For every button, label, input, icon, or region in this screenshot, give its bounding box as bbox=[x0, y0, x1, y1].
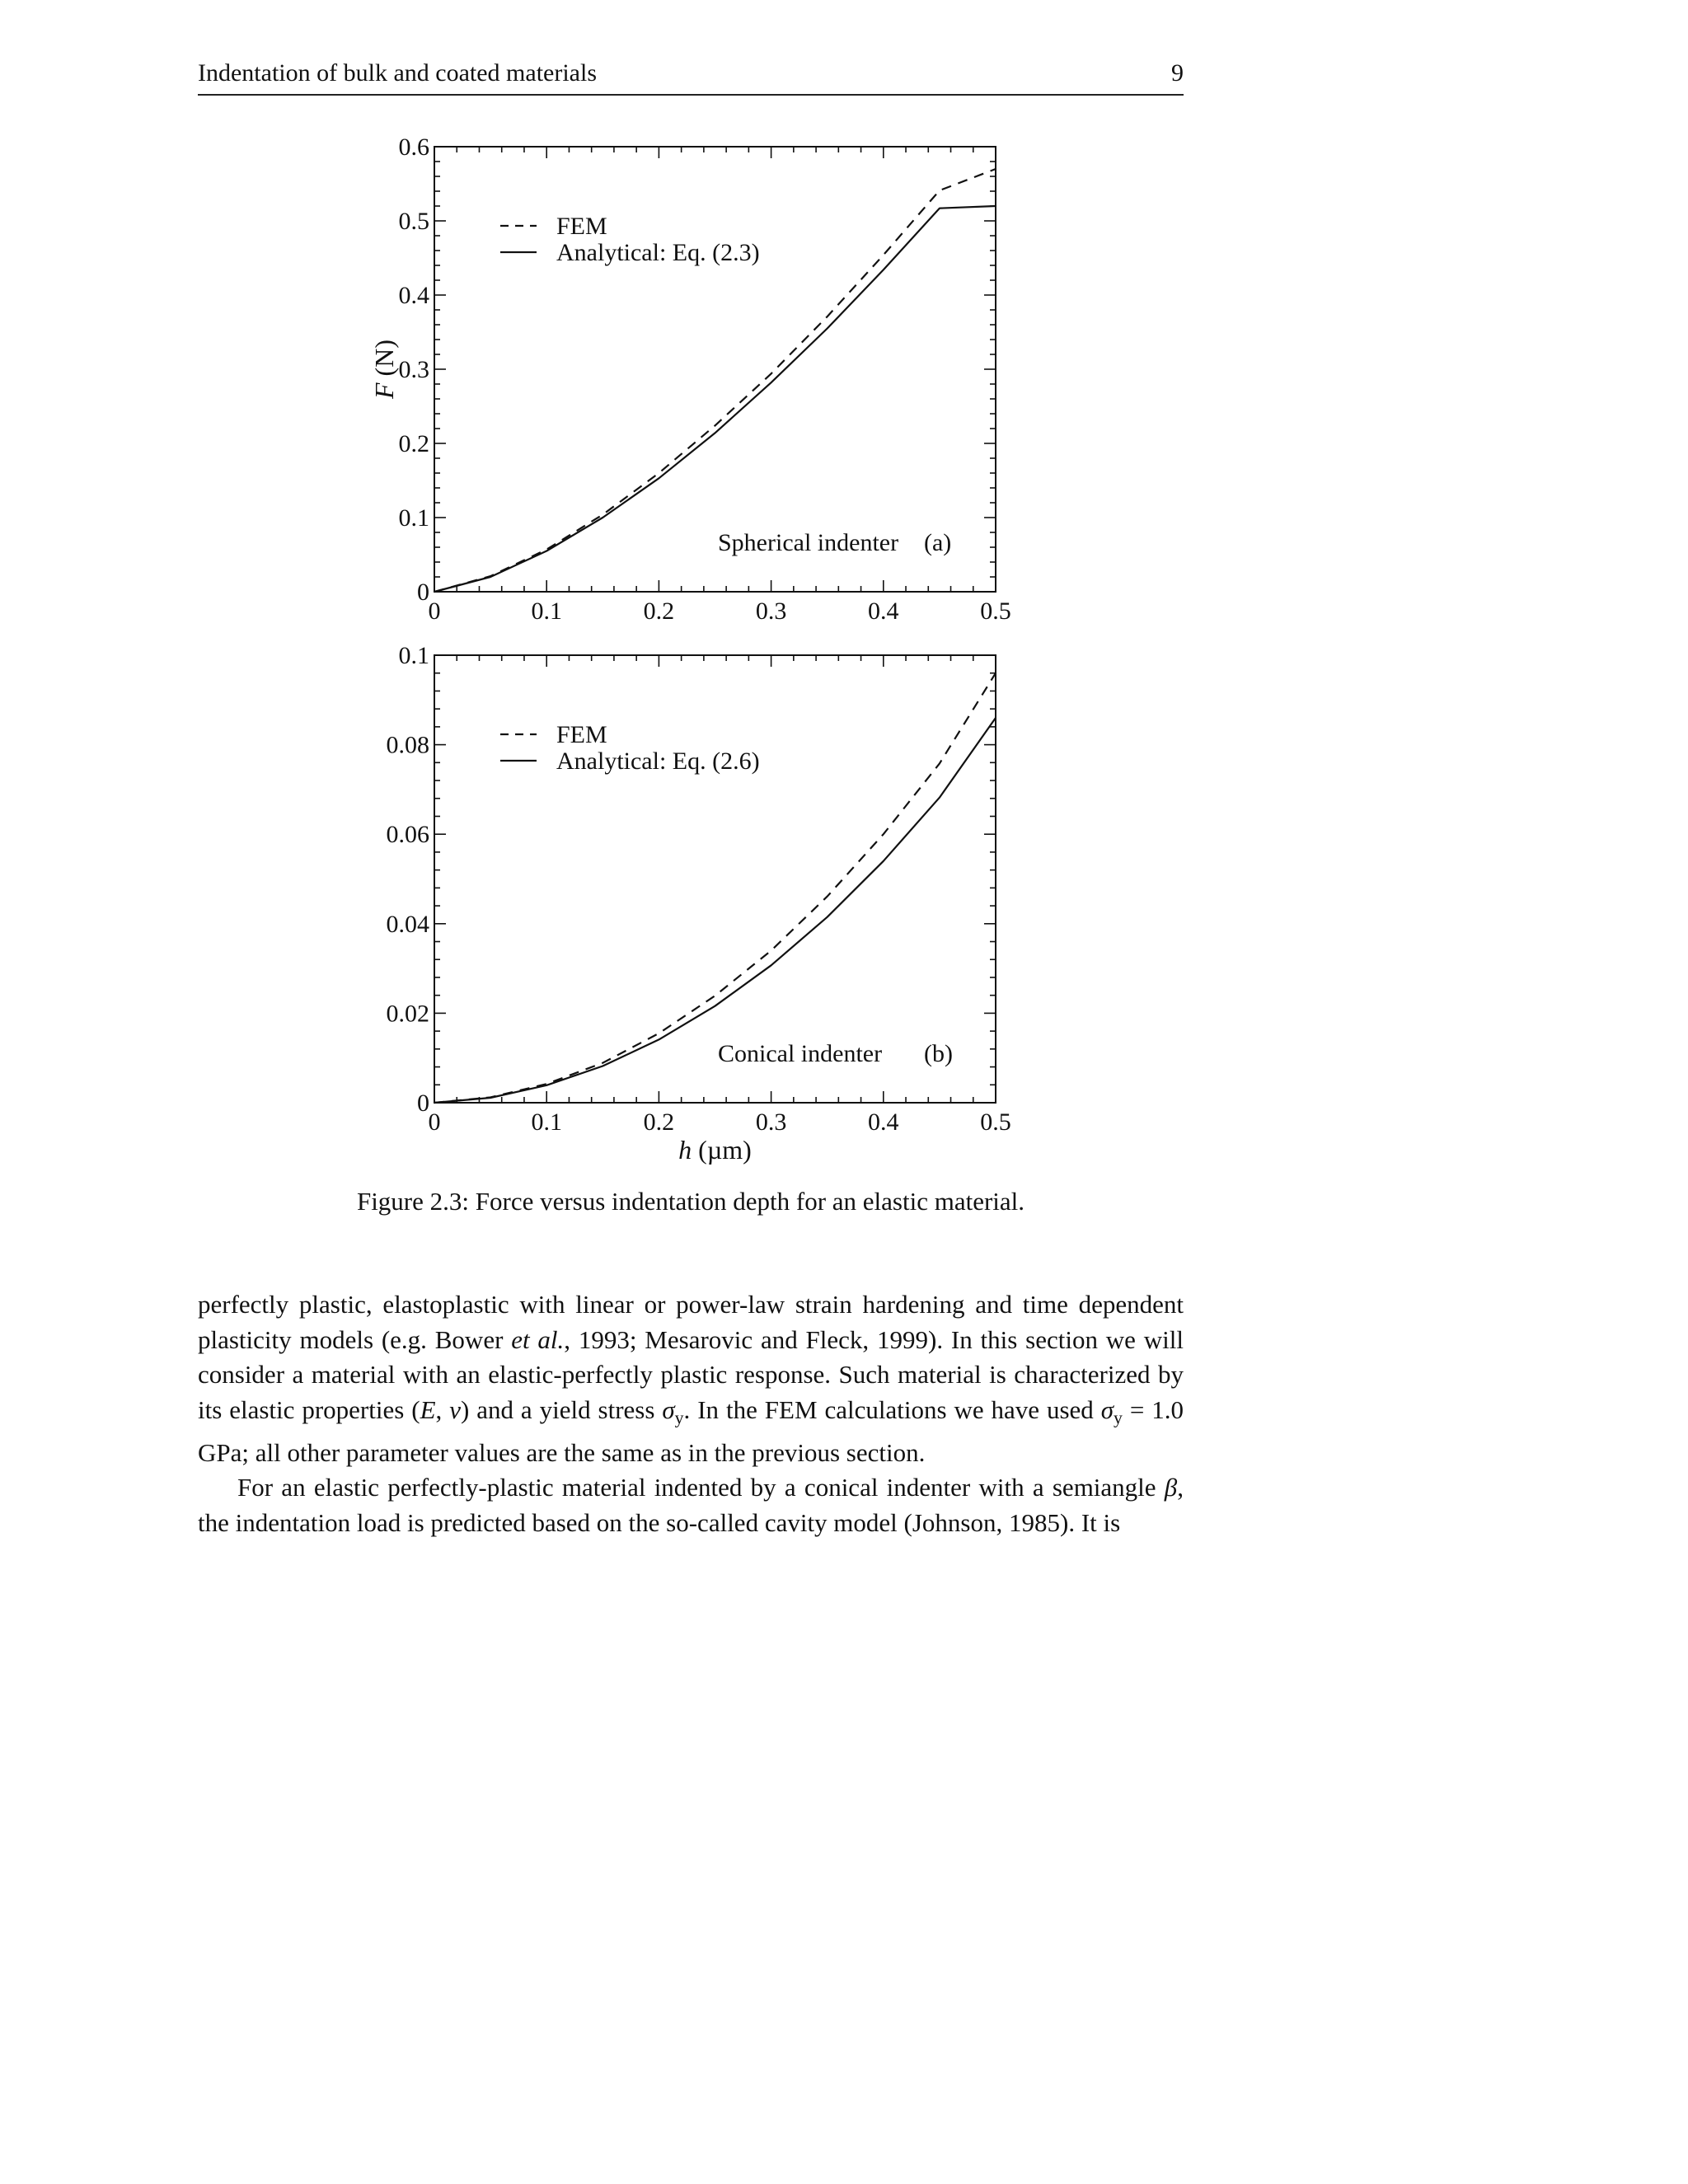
y-tick-label: 0.08 bbox=[386, 731, 429, 759]
y-tick-label: 0.5 bbox=[398, 208, 429, 235]
panel-annotation: Spherical indenter bbox=[718, 529, 899, 556]
legend-label-analytical: Analytical: Eq. (2.6) bbox=[556, 748, 760, 775]
figure-caption: Figure 2.3: Force versus indentation depth for an elastic material. bbox=[356, 1187, 1025, 1216]
chart-panel-a bbox=[369, 134, 1011, 625]
paragraph-2: For an elastic perfectly-plastic material indented by a conical indenter with a semiangle β, the indentation load is predicted based on the so-called cavity model (Johnson, 1985). It is bbox=[198, 1473, 1184, 1537]
y-tick-label: 0 bbox=[417, 579, 429, 606]
body-text bbox=[198, 1287, 1184, 1540]
y-tick-label: 0.4 bbox=[398, 282, 429, 309]
running-title: Indentation of bulk and coated materials bbox=[198, 59, 597, 87]
panel-label: (b) bbox=[924, 1040, 953, 1067]
series-line-solid bbox=[434, 718, 996, 1103]
y-tick-label: 0.1 bbox=[398, 504, 429, 532]
y-tick-label: 0.06 bbox=[386, 821, 429, 849]
legend-label-fem: FEM bbox=[556, 721, 607, 748]
legend-label-analytical: Analytical: Eq. (2.3) bbox=[556, 239, 760, 266]
x-tick-label: 0.4 bbox=[868, 598, 899, 625]
paragraph-1: perfectly plastic, elastoplastic with linear or power-law strain hardening and time dependent plasticity models (e.g. Bower et al., 1993; Mesarovic and Fleck, 1999). In this section we will consider a material with an elastic-perfectly plastic response. Such material is characterized by its elastic properties (E, ν) and a yield stress $\sigma_y$. In the FEM calculations we have used $\sigma_y = 1.0$ GPa; all other parameter values are the same as in the previous section. bbox=[198, 1290, 1184, 1467]
plot-frame bbox=[434, 147, 996, 592]
y-tick-label: 0.02 bbox=[386, 1000, 429, 1028]
y-tick-label: 0.3 bbox=[398, 356, 429, 383]
x-tick-label: 0.1 bbox=[531, 1108, 562, 1136]
x-tick-label: 0.5 bbox=[980, 1108, 1011, 1136]
x-tick-label: 0.4 bbox=[868, 1108, 899, 1136]
x-tick-label: 0 bbox=[428, 1108, 441, 1136]
x-axis-label: h (µm) bbox=[678, 1135, 752, 1165]
series-line-dashed bbox=[434, 169, 996, 592]
legend-label-fem: FEM bbox=[556, 213, 607, 240]
plot-frame bbox=[434, 655, 996, 1103]
x-tick-label: 0 bbox=[428, 598, 441, 625]
page-number: 9 bbox=[1171, 59, 1184, 87]
series-line-dashed bbox=[434, 673, 996, 1103]
x-tick-label: 0.5 bbox=[980, 598, 1011, 625]
y-axis-label: F (N) bbox=[369, 340, 399, 399]
y-tick-label: 0.04 bbox=[386, 910, 429, 938]
y-tick-label: 0 bbox=[417, 1090, 429, 1117]
x-tick-label: 0.2 bbox=[643, 1108, 675, 1136]
y-tick-label: 0.2 bbox=[398, 430, 429, 457]
chart-panel-b bbox=[387, 642, 1011, 1165]
y-tick-label: 0.6 bbox=[398, 134, 429, 161]
x-tick-label: 0.3 bbox=[755, 1108, 787, 1136]
x-tick-label: 0.1 bbox=[531, 598, 562, 625]
panel-label: (a) bbox=[924, 529, 952, 556]
x-tick-label: 0.3 bbox=[755, 598, 787, 625]
y-tick-label: 0.1 bbox=[398, 642, 429, 669]
panel-annotation: Conical indenter bbox=[718, 1040, 883, 1067]
x-tick-label: 0.2 bbox=[643, 598, 675, 625]
